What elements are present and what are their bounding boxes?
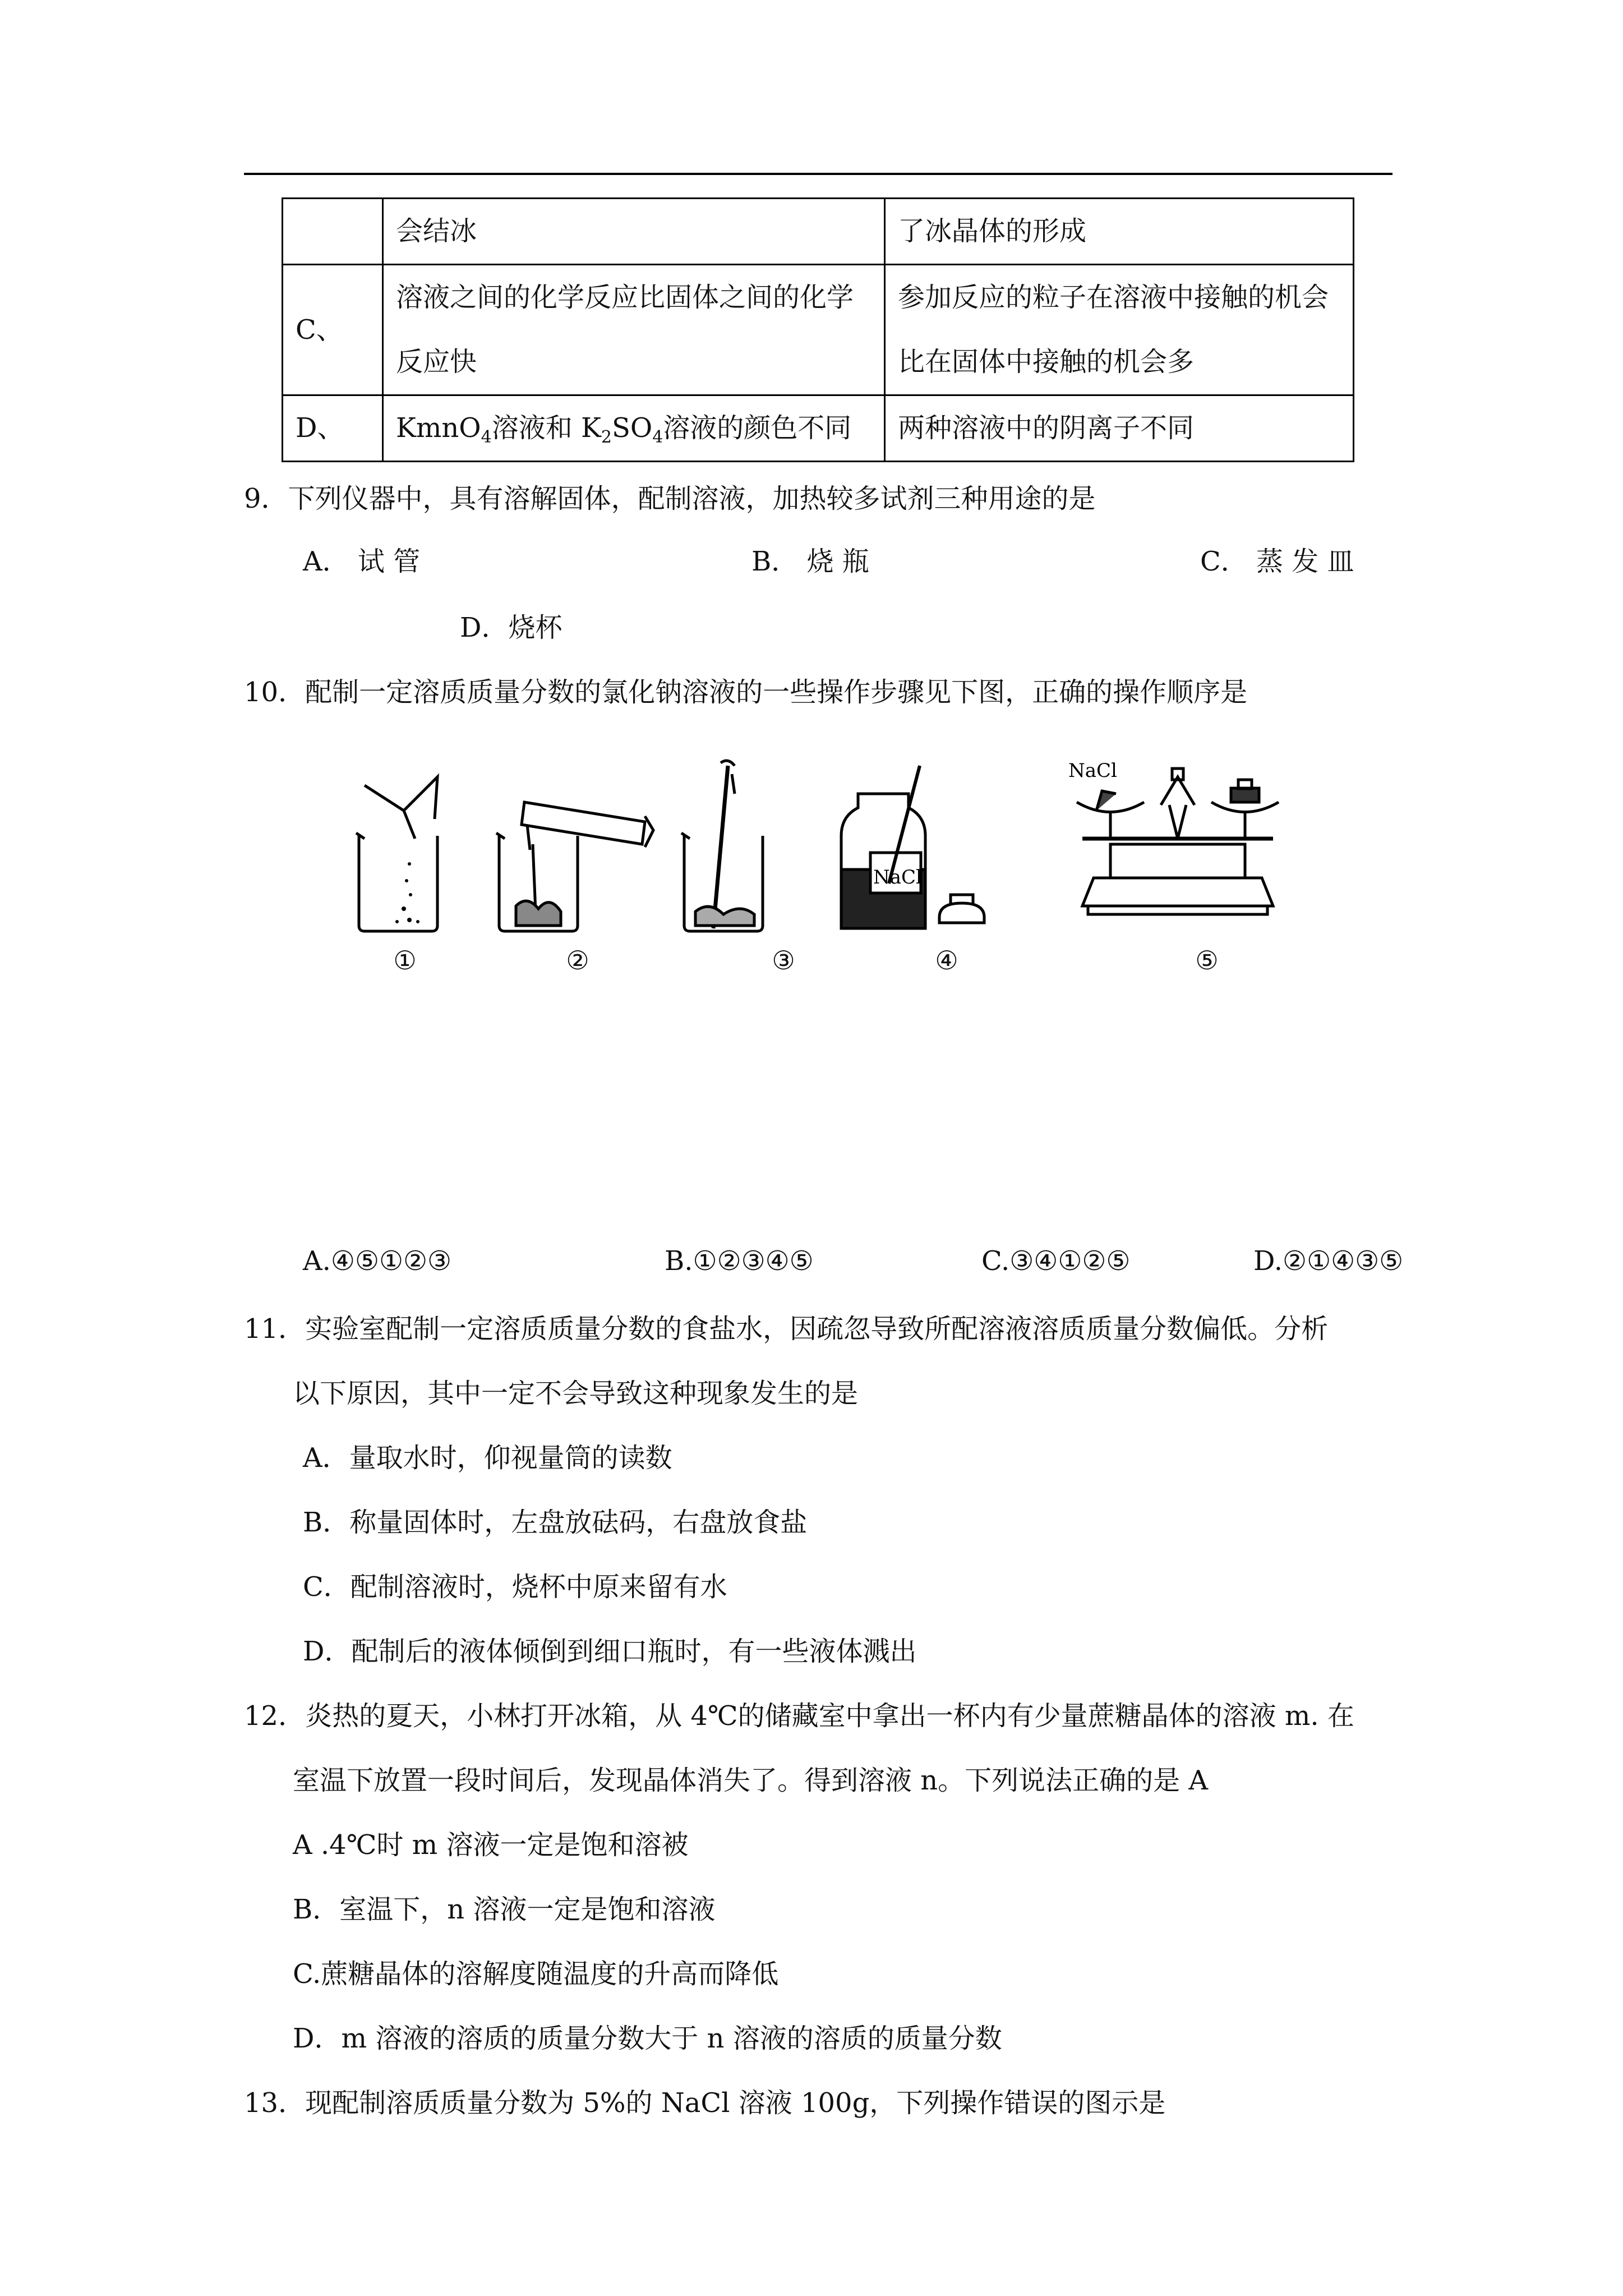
table-cell-explanation: 了冰晶体的形成 [885, 199, 1354, 265]
question-11-option-c: C．配制溶液时，烧杯中原来留有水 [303, 1571, 727, 1603]
figure-5-balance [1077, 769, 1279, 914]
table-cell-explanation: 参加反应的粒子在溶液中接触的机会比在固体中接触的机会多 [885, 265, 1354, 395]
figure-label-2: ② [566, 945, 589, 976]
question-9-option-b: B． 烧 瓶 [751, 546, 869, 577]
table-cell-phenomenon: 溶液之间的化学反应比固体之间的化学反应快 [383, 265, 885, 395]
question-12-stem-line-1: 12．炎热的夏天，小林打开冰箱，从 4℃的储藏室中拿出一杯内有少量蔗糖晶体的溶液 m. 在 [244, 1700, 1354, 1732]
formula-text: 溶液的颜色不同 [663, 412, 852, 444]
table-cell-label: D、 [283, 395, 383, 462]
question-9-option-c: C． 蒸 发 皿 [1200, 546, 1354, 577]
figure-label-3: ③ [772, 945, 795, 976]
procedure-figure [325, 743, 1335, 996]
question-12-option-c: C.蔗糖晶体的溶解度随温度的升高而降低 [293, 1958, 779, 1990]
question-10-option-c: C.③④①②⑤ [981, 1245, 1131, 1277]
question-12-option-d: D．m 溶液的溶质的质量分数大于 n 溶液的溶质的质量分数 [293, 2023, 1002, 2054]
question-9-option-d: D．烧杯 [460, 612, 562, 643]
figure-4-reagent-bottle [841, 766, 984, 928]
formula-text: KmnO [396, 412, 481, 444]
answer-table [282, 197, 1354, 462]
table-row [283, 265, 1354, 395]
question-11-option-d: D．配制后的液体倾倒到细口瓶时，有一些液体溅出 [303, 1636, 917, 1667]
table-cell-label [283, 199, 383, 265]
question-9-stem: 9．下列仪器中，具有溶解固体，配制溶液，加热较多试剂三种用途的是 [244, 483, 1096, 514]
question-11-stem-line-1: 11．实验室配制一定溶质质量分数的食盐水，因疏忽导致所配溶液溶质质量分数偏低。分析 [244, 1313, 1329, 1345]
question-12-option-b: B．室温下，n 溶液一定是饱和溶液 [293, 1894, 716, 1925]
formula-text: 溶液和 K [491, 412, 601, 444]
subscript: 4 [652, 427, 663, 447]
question-10-option-b: B.①②③④⑤ [665, 1245, 814, 1277]
question-11-option-a: A．量取水时，仰视量筒的读数 [303, 1442, 672, 1474]
table-cell-label: C、 [283, 265, 383, 395]
question-10-option-a: A.④⑤①②③ [303, 1245, 452, 1277]
question-11-stem-line-2: 以下原因，其中一定不会导致这种现象发生的是 [293, 1378, 859, 1409]
subscript: 2 [601, 427, 612, 447]
figure-2-pouring-water [496, 802, 653, 931]
table-cell-explanation: 两种溶液中的阴离子不同 [885, 395, 1354, 462]
question-11-option-b: B．称量固体时，左盘放砝码，右盘放食盐 [303, 1507, 808, 1538]
figure-label-4: ④ [935, 945, 958, 976]
figure-1-pouring-solid [356, 777, 437, 931]
question-9-option-a: A． 试 管 [303, 546, 421, 577]
table-cell-phenomenon: 会结冰 [383, 199, 885, 265]
question-12-option-a: A .4℃时 m 溶液一定是饱和溶被 [293, 1829, 689, 1861]
bottle-label: NaCl [873, 866, 922, 889]
figure-3-stirring [681, 761, 763, 931]
figure-label-1: ① [393, 945, 417, 976]
figure-label-5: ⑤ [1195, 945, 1219, 976]
question-13-stem: 13．现配制溶质质量分数为 5%的 NaCl 溶液 100g，下列操作错误的图示是 [244, 2087, 1166, 2119]
question-10-stem: 10．配制一定溶质质量分数的氯化钠溶液的一些操作步骤见下图，正确的操作顺序是 [244, 677, 1248, 708]
question-12-stem-line-2: 室温下放置一段时间后，发现晶体消失了。得到溶液 n。下列说法正确的是 A [293, 1765, 1209, 1796]
header-rule [244, 173, 1393, 175]
subscript: 4 [481, 427, 492, 447]
question-10-option-d: D.②①④③⑤ [1253, 1245, 1404, 1277]
balance-label: NaCl [1068, 760, 1117, 782]
table-row [283, 395, 1354, 462]
formula-text: SO [611, 412, 653, 444]
table-cell-phenomenon [383, 395, 885, 462]
table-row [283, 199, 1354, 265]
